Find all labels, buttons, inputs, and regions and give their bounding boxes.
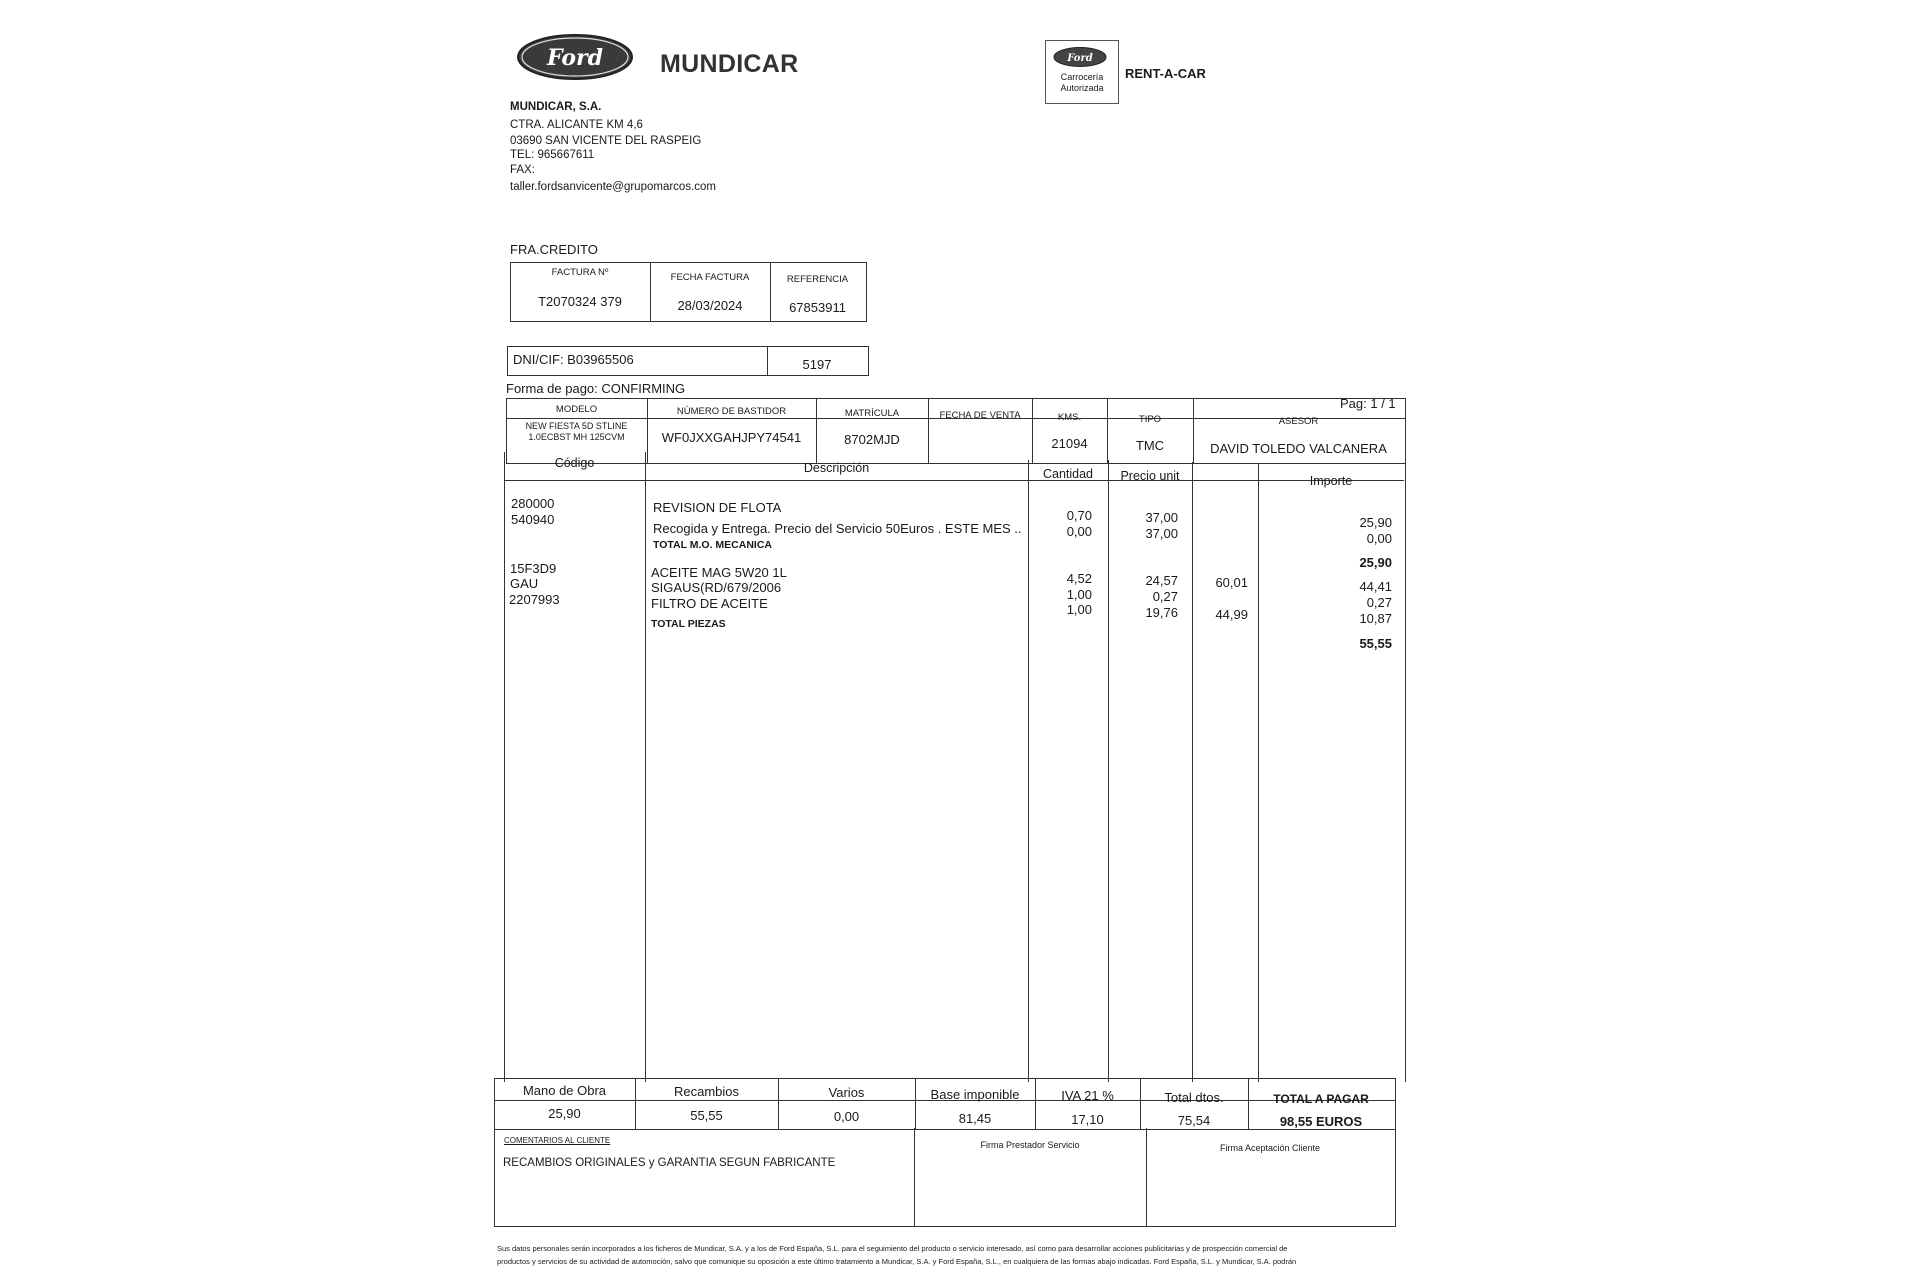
kms-label: KMS.	[1057, 412, 1082, 423]
company-name: MUNDICAR, S.A.	[510, 101, 602, 113]
line1-code: 280000	[511, 496, 555, 511]
line1-amount: 25,90	[1359, 515, 1392, 530]
plate-label: MATRÍCULA	[844, 408, 900, 419]
badge-line2: Autorizada	[1060, 83, 1104, 93]
badge-text	[1047, 72, 1117, 94]
sale-date-label: FECHA DE VENTA	[939, 410, 1021, 421]
line2-price: 37,00	[1145, 526, 1178, 541]
total-rec-value: 55,55	[690, 1108, 723, 1123]
type-value: TMC	[1135, 438, 1165, 453]
total-mo-label: TOTAL M.O. MECANICA	[653, 539, 772, 551]
vin-value: WF0JXXGAHJPY74541	[661, 430, 802, 445]
total-rec-label: Recambios	[673, 1084, 740, 1099]
page-number: Pag: 1 / 1	[1340, 396, 1396, 411]
rent-a-car: RENT-A-CAR	[1125, 66, 1206, 81]
company-tel: TEL: 965667611	[510, 149, 595, 161]
invoice-ref: 67853911	[789, 300, 846, 315]
total-mo: 25,90	[1359, 555, 1392, 570]
line3-amount: 44,41	[1359, 579, 1392, 594]
line3-desc: ACEITE MAG 5W20 1L	[651, 565, 787, 580]
client-code: 5197	[802, 357, 832, 372]
total-dtos-label: Total dtos.	[1164, 1090, 1224, 1105]
company-email: taller.fordsanvicente@grupomarcos.com	[510, 181, 716, 193]
advisor-value: DAVID TOLEDO VALCANERA	[1210, 441, 1387, 456]
model-label: MODELO	[555, 404, 598, 415]
firma-prestador: Firma Prestador Servicio	[980, 1140, 1080, 1150]
vin-label: NÚMERO DE BASTIDOR	[676, 406, 787, 417]
total-piezas-label: TOTAL PIEZAS	[651, 618, 726, 630]
line5-qty: 1,00	[1066, 602, 1092, 617]
invoice-number-label: FACTURA Nº	[551, 267, 609, 278]
line2-qty: 0,00	[1066, 524, 1092, 539]
line1-qty: 0,70	[1066, 508, 1092, 523]
total-iva-label: IVA 21 %	[1061, 1088, 1114, 1103]
ford-logo-icon	[516, 33, 634, 81]
company-address1: CTRA. ALICANTE KM 4,6	[510, 119, 643, 131]
comments-text: RECAMBIOS ORIGINALES y GARANTIA SEGUN FABRICANTE	[503, 1157, 836, 1169]
line3-code: 15F3D9	[510, 561, 557, 576]
total-var-label: Varios	[828, 1085, 865, 1100]
firma-cliente: Firma Aceptación Cliente	[1219, 1143, 1321, 1153]
ford-badge-icon	[1052, 46, 1108, 68]
total-pay-value: 98,55 EUROS	[1279, 1114, 1363, 1129]
line3-disc: 60,01	[1215, 575, 1248, 590]
brand-name: MUNDICAR	[660, 50, 799, 78]
payment-method: Forma de pago: CONFIRMING	[506, 381, 686, 396]
line4-price: 0,27	[1152, 589, 1178, 604]
line2-code: 540940	[511, 512, 555, 527]
total-iva-value: 17,10	[1071, 1112, 1104, 1127]
total-base-label: Base imponible	[930, 1087, 1020, 1102]
invoice-date: 28/03/2024	[677, 298, 743, 313]
line1-desc: REVISION DE FLOTA	[653, 500, 782, 515]
line4-desc: SIGAUS(RD/679/2006	[651, 580, 782, 595]
lines-table	[504, 452, 1406, 1082]
line3-price: 24,57	[1145, 573, 1178, 588]
line3-qty: 4,52	[1066, 571, 1092, 586]
line4-amount: 0,27	[1366, 595, 1392, 610]
dni-cif: DNI/CIF: B03965506	[513, 352, 634, 367]
comments-label: COMENTARIOS AL CLIENTE	[504, 1136, 611, 1145]
legal-line1: Sus datos personales serán incorporados a los ficheros de Mundicar, S.A. y a los de Ford España, S.L. para el seguimiento del producto o servicio interesado, así como para desarrollar acciones publicitarias y de prospección comercial de	[497, 1244, 1288, 1253]
company-fax: FAX:	[510, 164, 535, 176]
line5-desc: FILTRO DE ACEITE	[651, 596, 768, 611]
total-pay-label: TOTAL A PAGAR	[1273, 1092, 1369, 1106]
invoice-date-label: FECHA FACTURA	[670, 272, 750, 283]
badge-logo-text: Ford	[1067, 53, 1093, 64]
total-var-value: 0,00	[833, 1109, 860, 1124]
total-mo-value: 25,90	[548, 1106, 581, 1121]
invoice-type: FRA.CREDITO	[510, 242, 598, 257]
line2-amount: 0,00	[1366, 531, 1392, 546]
col-price: Precio unit	[1120, 469, 1180, 483]
line5-amount: 10,87	[1359, 611, 1392, 626]
advisor-label: ASESOR	[1278, 416, 1319, 427]
plate-value: 8702MJD	[844, 432, 900, 447]
model-line1: NEW FIESTA 5D STLINE	[525, 421, 628, 431]
type-label: TIPO	[1138, 414, 1162, 425]
total-dtos-value: 75,54	[1177, 1113, 1211, 1128]
invoice-ref-label: REFERENCIA	[786, 274, 849, 285]
total-mo-col-label: Mano de Obra	[522, 1083, 607, 1098]
total-base-value: 81,45	[958, 1111, 992, 1126]
line5-code: 2207993	[509, 592, 560, 607]
line1-price: 37,00	[1145, 510, 1178, 525]
total-piezas: 55,55	[1359, 636, 1392, 651]
col-desc: Descripción	[803, 461, 870, 475]
company-address2: 03690 SAN VICENTE DEL RASPEIG	[510, 135, 702, 147]
col-code: Código	[554, 456, 595, 470]
model-line2: 1.0ECBST MH 125CVM	[528, 432, 625, 442]
badge-line1: Carrocería	[1060, 72, 1104, 82]
invoice-number: T2070324 379	[538, 294, 622, 309]
line4-code: GAU	[510, 576, 539, 591]
legal-line2: productos y servicios de su actividad de automoción, salvo que comunique su oposición a este último tratamiento a Mundicar, S.A. y Ford España, S.L., en cualquiera de las formas abajo indicadas. Ford España, S.L. y Mundicar, S.A. podrán	[497, 1257, 1297, 1266]
ford-logo-text: Ford	[546, 45, 604, 71]
legal-line3	[497, 1259, 1402, 1260]
col-amount: Importe	[1309, 474, 1353, 488]
col-qty: Cantidad	[1042, 467, 1094, 481]
line2-desc: Recogida y Entrega. Precio del Servicio 50Euros . ESTE MES ..	[653, 521, 1022, 536]
kms-value: 21094	[1051, 436, 1088, 451]
line4-qty: 1,00	[1066, 587, 1092, 602]
model-value	[506, 421, 647, 443]
line5-price: 19,76	[1145, 605, 1178, 620]
line5-disc: 44,99	[1215, 607, 1248, 622]
